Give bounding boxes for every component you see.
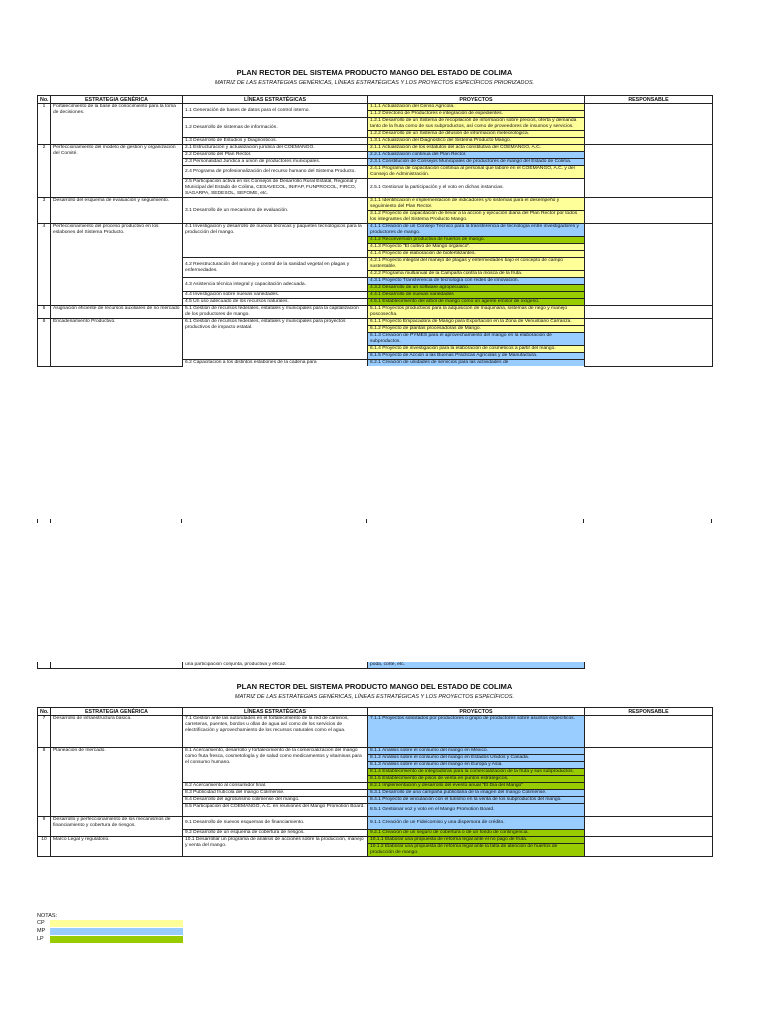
- proyecto-item: 4.1.4 Proyecto de elaboración de biofertilizantes.: [368, 251, 584, 257]
- proyectos-cell: [368, 198, 585, 224]
- proyecto-item: 8.1.3 Análisis sobre el consumo del mango en Europa y Asia.: [368, 762, 584, 769]
- legend-label: CP: [37, 920, 45, 926]
- proyecto-item: 8.3.1 Desarrollo de una campaña publicitaria de la imagen del mango Colimense.: [368, 790, 584, 796]
- proyecto-item: 4.3.2 Desarrollo de un software agropecuario.: [368, 285, 584, 291]
- proyectos-cell: [368, 748, 585, 783]
- proyectos-cell: [368, 830, 585, 837]
- table-row: [38, 748, 713, 783]
- responsable-cell: [585, 837, 713, 857]
- table-row: [38, 319, 713, 360]
- header-lineas: LÍNEAS ESTRATÉGICAS: [183, 96, 368, 104]
- proyectos-cell: [368, 278, 585, 292]
- legend-label: LP: [37, 936, 44, 942]
- proyectos-cell: [368, 258, 585, 278]
- proyectos-cell: [368, 104, 585, 118]
- linea-cell: 4.1 Investigación y desarrollo de nuevas técnicas y paquetes tecnológicos para la producción del mango.: [183, 224, 368, 258]
- proyectos-cell: [368, 224, 585, 258]
- responsable-cell: [585, 224, 713, 306]
- page2-title: PLAN RECTOR DEL SISTEMA PRODUCTO MANGO DEL ESTADO DE COLIMA: [236, 682, 513, 691]
- legend-item-cp: [37, 919, 183, 927]
- proyecto-item: 6.1.4 Proyecto de investigación para la elaboración de cosméticos a partir del mango.: [368, 346, 584, 353]
- proyectos-cell: [368, 837, 585, 857]
- legend-item-lp: [37, 935, 183, 943]
- proyecto-item: 2.5.1 Gestionar la participación y el voto en dichas instancias.: [370, 185, 504, 190]
- proyectos-cell: [368, 299, 585, 306]
- notes-legend: [37, 913, 183, 943]
- responsable-cell: [585, 748, 713, 817]
- proyectos-cell: [368, 145, 585, 152]
- proyecto-item: 6.1.5 Proyecto de Acción a las Buenas Prácticas Agrícolas y de Manufactura.: [368, 353, 584, 359]
- proyecto-item: 6.2.1 Creación de unidades de servicios para las actividades de: [368, 360, 584, 366]
- linea-cell: 8.1 Acercamiento, desarrollo y fortalecimiento de la comercialización del mango como fruta fresca, cosmetología y de salud como medicamentos y vitaminas para el consumo humano.: [183, 748, 368, 783]
- proyecto-item: 4.1.2 Reconversión productiva de huertos de mango.: [368, 237, 584, 244]
- proyectos-cell: [368, 319, 585, 360]
- legend-label: MP: [37, 928, 46, 934]
- header-lineas: LÍNEAS ESTRATÉGICAS: [183, 708, 368, 716]
- proyecto-item: 8.5.1 Gestionar voz y voto en el Mango Promotion Board.: [368, 804, 584, 816]
- proyecto-item: 2.2.1 Actualización continua del Plan Rector.: [368, 152, 584, 158]
- proyecto-item: 10.1.1 Elaborar una propuesta de reforma legal ante el no pago de fruta.: [368, 837, 584, 844]
- responsable-cell: [585, 817, 713, 837]
- header-no: No.: [38, 708, 51, 716]
- header-no: No.: [38, 96, 51, 104]
- proyectos-cell: [368, 138, 585, 145]
- continuation-table: [37, 662, 713, 669]
- linea-cell: 2.5 Participación activa en los Consejos de Desarrollo Rural Estatal, Regional y Municipal del Estado de Colima, CESAVECOL, INIFAP, FUNPROCOL, FIRCO, SAGARPA, SEDESOL, SEFOME, etc.: [183, 179, 368, 198]
- proyecto-item: 2.4.1 Programa de capacitación continua al personal que labore en el COEMANGO, A.C. y del Consejo de Administración.: [368, 166, 584, 178]
- column-rule: [37, 519, 38, 523]
- proyecto-item: 4.2.1 Proyecto integral del manejo de plagas y enfermedades bajo el concepto de campo sustentable.: [368, 258, 584, 271]
- estrategia-cell: Encadenamiento Productivo.: [51, 319, 183, 367]
- proyecto-item: 6.1.1 Proyecto Empacadora de Mango para Exportación en la Zona de Venustiano Carranza.: [368, 319, 584, 326]
- proyectos-cell: [368, 118, 585, 138]
- header-estrategia: ESTRATEGIA GENÉRICA: [51, 96, 183, 104]
- proyectos-cell: [368, 360, 585, 367]
- linea-cell: 4.2 Reestructuración del manejo y control de la sanidad vegetal en plagas y enfermedades.: [183, 258, 368, 278]
- proyecto-item: 1.2.2 Desarrollo de un Sistema de difusión de información meteorológica.: [368, 131, 584, 137]
- linea-cell: 2.1 Estructuración y actualización jurídica del COEMANGO.: [183, 145, 368, 152]
- linea-cell: 6.1 Gestión de recursos federales, estatales y municipales para proyectos productivos de impacto estatal.: [183, 319, 368, 360]
- table-row: [38, 198, 713, 224]
- table-header-row: [38, 96, 713, 104]
- header-proyectos: PROYECTOS: [368, 708, 585, 716]
- estrategia-cell: Fortalecimiento de la base de conocimiento para la toma de decisiones.: [51, 104, 183, 145]
- proyecto-item: 10.1.2 Elaborar una propuesta de reforma legal ante la falta de atención de huertos de producción de mango.: [368, 844, 584, 856]
- linea-cell: 2.4 Programa de profesionalización del recurso humano del Sistema Producto.: [183, 166, 368, 179]
- proyecto-item: 8.1.4 Establecimiento de integradoras para la comercialización de la fruta y sus subproductos.: [368, 769, 584, 776]
- page1-subtitle: MATRIZ DE LAS ESTRATEGIAS GENÉRICAS, LÍNEAS ESTRATÉGICAS Y LOS PROYECTOS ESPECÍFICOS PRIORIZADOS.: [214, 80, 535, 86]
- linea-cell: una participación conjunta, productiva y eficaz.: [183, 662, 368, 669]
- proyecto-item: 3.1.2 Proyecto de capacitación de llevar a la acción y ejecución diaria del Plan Rector por todos los integrantes del Sistema Producto Mango.: [368, 211, 584, 223]
- legend-item-mp: [37, 927, 183, 935]
- proyecto-item: 2.1.1 Actualización de los estatutos del acta constitutiva del COEMANGO, A.C.: [368, 145, 584, 151]
- linea-cell: 1.3 Desarrollo de Estudios y Diagnósticos.: [183, 138, 368, 145]
- notes-title: NOTAS:: [37, 913, 58, 919]
- linea-cell: 9.2 Desarrollo de un esquema de cobertura de riesgos.: [183, 830, 368, 837]
- table-row: [38, 104, 713, 118]
- row-number: 1: [38, 104, 51, 145]
- linea-cell: 8.2 Acercamiento al consumidor final.: [183, 783, 368, 790]
- proyecto-item: 6.1.2 Proyecto de plantas procesadoras de Mango.: [368, 326, 584, 333]
- responsable-cell: [585, 104, 713, 145]
- linea-cell: 8.4 Desarrollo del agroturismo colimense del mango.: [183, 797, 368, 804]
- row-number: 5: [38, 306, 51, 319]
- proyecto-item: 4.5.1 Establecimiento del árbol de mango como un agente emisor de oxígeno.: [368, 299, 584, 305]
- page2-table-container: [37, 707, 712, 857]
- table-header-row: [38, 708, 713, 716]
- table-row: [38, 716, 713, 748]
- proyecto-item: 2.3.1 Constitución de Consejos Municipales de productores de mango del Estado de Colima.: [368, 159, 584, 165]
- linea-cell: 4.5 Un uso adecuado de los recursos naturales.: [183, 299, 368, 306]
- proyecto-item: 1.1.1 Actualización del Censo Agrícola.: [368, 104, 584, 111]
- table-row: [38, 662, 713, 669]
- estrategia-cell: Perfeccionamiento del proceso productivo en los eslabones del Sistema Producto.: [51, 224, 183, 306]
- estrategia-cell: Asignación eficiente de recursos auxiliares de no mercado: [51, 306, 183, 319]
- page1-table-container: [37, 95, 712, 367]
- table-row: [38, 145, 713, 152]
- proyecto-item: 6.1.3 Creación de PYMES para el aprovechamiento del mango en la elaboración de subproductos.: [368, 333, 584, 346]
- legend-swatch-cp: [50, 920, 183, 927]
- responsable-cell: [585, 319, 713, 367]
- row-number: 7: [38, 716, 51, 748]
- page1-title: PLAN RECTOR DEL SISTEMA PRODUCTO MANGO DEL ESTADO DE COLIMA: [236, 68, 513, 77]
- proyecto-item: 8.1.2 Análisis sobre el consumo del mango en Estados Unidos y Canadá.: [368, 755, 584, 762]
- proyecto-item: 8.1.1 Análisis sobre el consumo del mango en México.: [368, 748, 584, 755]
- proyectos-cell: [368, 159, 585, 166]
- estrategia-cell: [51, 662, 183, 669]
- linea-cell: 1.2 Desarrollo de sistemas de información.: [183, 118, 368, 138]
- proyecto-item: 1.3.1 Actualización del Diagnóstico del Sistema Producto Mango.: [368, 138, 584, 144]
- header-responsable: RESPONSABLE: [585, 708, 713, 716]
- column-rule: [50, 519, 51, 523]
- estrategia-cell: Marco Legal y regulatorio.: [51, 837, 183, 857]
- row-number: 6: [38, 319, 51, 367]
- proyecto-item: 4.1.1 Creación de un Consejo Técnico para la transferencia de tecnología entre investigadores y productores de mango.: [368, 224, 584, 237]
- table-row: [38, 837, 713, 857]
- header-proyectos: PROYECTOS: [368, 96, 585, 104]
- page2-matrix-table: [37, 707, 713, 857]
- linea-cell: 5.1 Gestión de recursos federales, estatales y municipales para la capitalización de los productores de mango.: [183, 306, 368, 319]
- responsable-cell: [585, 198, 713, 224]
- estrategia-cell: Perfeccionamiento del modelo de gestión y organización del Comité.: [51, 145, 183, 198]
- proyecto-item: 8.1.5 Establecimiento de pisos de venta en puntos estratégicos.: [368, 776, 584, 782]
- column-rule: [181, 519, 182, 523]
- header-estrategia: ESTRATEGIA GENÉRICA: [51, 708, 183, 716]
- table-row: [38, 306, 713, 319]
- table-row: [38, 817, 713, 830]
- linea-cell: 2.3 Personalidad Jurídica a unión de productores municipales.: [183, 159, 368, 166]
- proyecto-item: 4.3.1 Proyecto Transferencia de tecnología con redes de innovación.: [368, 278, 584, 285]
- proyectos-cell: [368, 306, 585, 319]
- row-number: 10: [38, 837, 51, 857]
- proyecto-item: 9.1.1 Creación de un Fideicomiso y una dispersora de crédito.: [368, 817, 584, 829]
- proyecto-item: 3.1.1 Identificación e implementación de indicadores y/o sistemas para el desempeño y seguimiento del Plan Rector.: [368, 198, 584, 211]
- responsable-cell: [585, 716, 713, 748]
- proyectos-cell: [368, 179, 585, 198]
- proyecto-item: 5.1.1 Proyectos productivos para la adquisición de maquinaria, sistemas de riego y manejo poscosecha.: [368, 306, 584, 318]
- linea-cell: 7.1 Gestión ante las autoridades en el fortalecimiento de la red de caminos, carreteras, puentes, bordos u ollas de agua así como de los servicios de electrificación y aprovechamiento de los recursos naturales como el agua.: [183, 716, 368, 748]
- row-number: 2: [38, 145, 51, 198]
- table-row: [38, 224, 713, 258]
- column-rule: [711, 519, 712, 523]
- column-rule: [583, 519, 584, 523]
- responsable-cell: [585, 306, 713, 319]
- proyecto-item: 1.2.1 Desarrollo de un Sistema de recopilación de información sobre precios, oferta y demanda tanto de la fruta como de sus subproductos, así como de proveedores de insumos y servicios.: [368, 118, 584, 131]
- linea-cell: 3.1 Desarrollo de un mecanismo de evaluación.: [183, 198, 368, 224]
- proyecto-item: 8.2.1 Implementación y desarrollo del evento anual "El Día del Mango": [368, 783, 584, 789]
- proyecto-item: 9.2.1 Creación de un seguro de cobertura o de un fondo de contingencia.: [368, 830, 584, 836]
- linea-cell: 9.1 Desarrollo de nuevos esquemas de financiamiento.: [183, 817, 368, 830]
- proyectos-cell: [368, 797, 585, 804]
- linea-cell: 8.5 Participación del COEMANGO, A.C. en reuniones del Mango Promotion Board.: [183, 804, 368, 817]
- proyecto-item: 4.1.3 Proyecto "El cultivo de Mango orgánico".: [368, 244, 584, 251]
- estrategia-cell: Planeación de mercado.: [51, 748, 183, 817]
- linea-cell: 1.1 Generación de bases de datos para el control interno.: [183, 104, 368, 118]
- proyecto-item: 1.1.2 Directorio de Productores e integración de expedientes.: [368, 111, 584, 117]
- page2-subtitle: MATRIZ DE LAS ESTRATEGIAS GENÉRICAS, LÍNEAS ESTRATÉGICAS Y LOS PROYECTOS ESPECÍFICOS.: [234, 694, 515, 700]
- linea-cell: 4.3 Asistencia técnica integral y capacitación adecuada.: [183, 278, 368, 292]
- proyectos-cell: [368, 804, 585, 817]
- linea-cell: 2.2 Desarrollo del Plan Rector.: [183, 152, 368, 159]
- row-number: 8: [38, 748, 51, 817]
- proyectos-cell: [368, 292, 585, 299]
- legend-swatch-mp: [50, 928, 183, 935]
- proyectos-cell: [368, 152, 585, 159]
- column-rule: [366, 519, 367, 523]
- row-number: 9: [38, 817, 51, 837]
- responsable-cell: [585, 662, 713, 669]
- continuation-row-container: [37, 662, 712, 669]
- estrategia-cell: Desarrollo de infraestructura básica.: [51, 716, 183, 748]
- proyecto-item: 4.4.1 Desarrollo de nuevas variedades: [368, 292, 584, 298]
- proyectos-cell: [368, 817, 585, 830]
- legend-swatch-lp: [50, 936, 183, 943]
- page1-matrix-table: [37, 95, 713, 367]
- row-number: [38, 662, 51, 669]
- proyectos-cell: [368, 166, 585, 179]
- row-number: 3: [38, 198, 51, 224]
- proyectos-cell: [368, 783, 585, 790]
- linea-cell: 10.1 Desarrollar un programa de análisis de acciones sobre la producción, manejo y venta del mango.: [183, 837, 368, 857]
- proyecto-item: 8.4.1 Proyecto de vinculación con el turismo en la venta de los subproductos del mango.: [368, 797, 584, 803]
- proyecto-item: 7.1.1 Proyectos solicitados por productores o grupo de productores sobre asuntos específicos.: [368, 716, 584, 747]
- proyectos-cell: [368, 716, 585, 748]
- proyecto-item: 4.2.2 Programa multianual de la Campaña contra la mosca de la fruta.: [368, 271, 584, 277]
- proyecto-item: poda, corte, etc.: [368, 662, 585, 669]
- linea-cell: 8.3 Publicidad frutícola del mango Colimense.: [183, 790, 368, 797]
- linea-cell: 6.2 Capacitación a los distintos eslabones de la cadena para: [183, 360, 368, 367]
- linea-cell: 4.4 Investigación sobre nuevas variedades.: [183, 292, 368, 299]
- proyectos-cell: [368, 790, 585, 797]
- row-number: 4: [38, 224, 51, 306]
- header-responsable: RESPONSABLE: [585, 96, 713, 104]
- responsable-cell: [585, 145, 713, 198]
- estrategia-cell: Desarrollo del esquema de evaluación y seguimiento.: [51, 198, 183, 224]
- estrategia-cell: Desarrollo y perfeccionamiento de los mecanismos de financiamiento y cobertura de riesgos.: [51, 817, 183, 837]
